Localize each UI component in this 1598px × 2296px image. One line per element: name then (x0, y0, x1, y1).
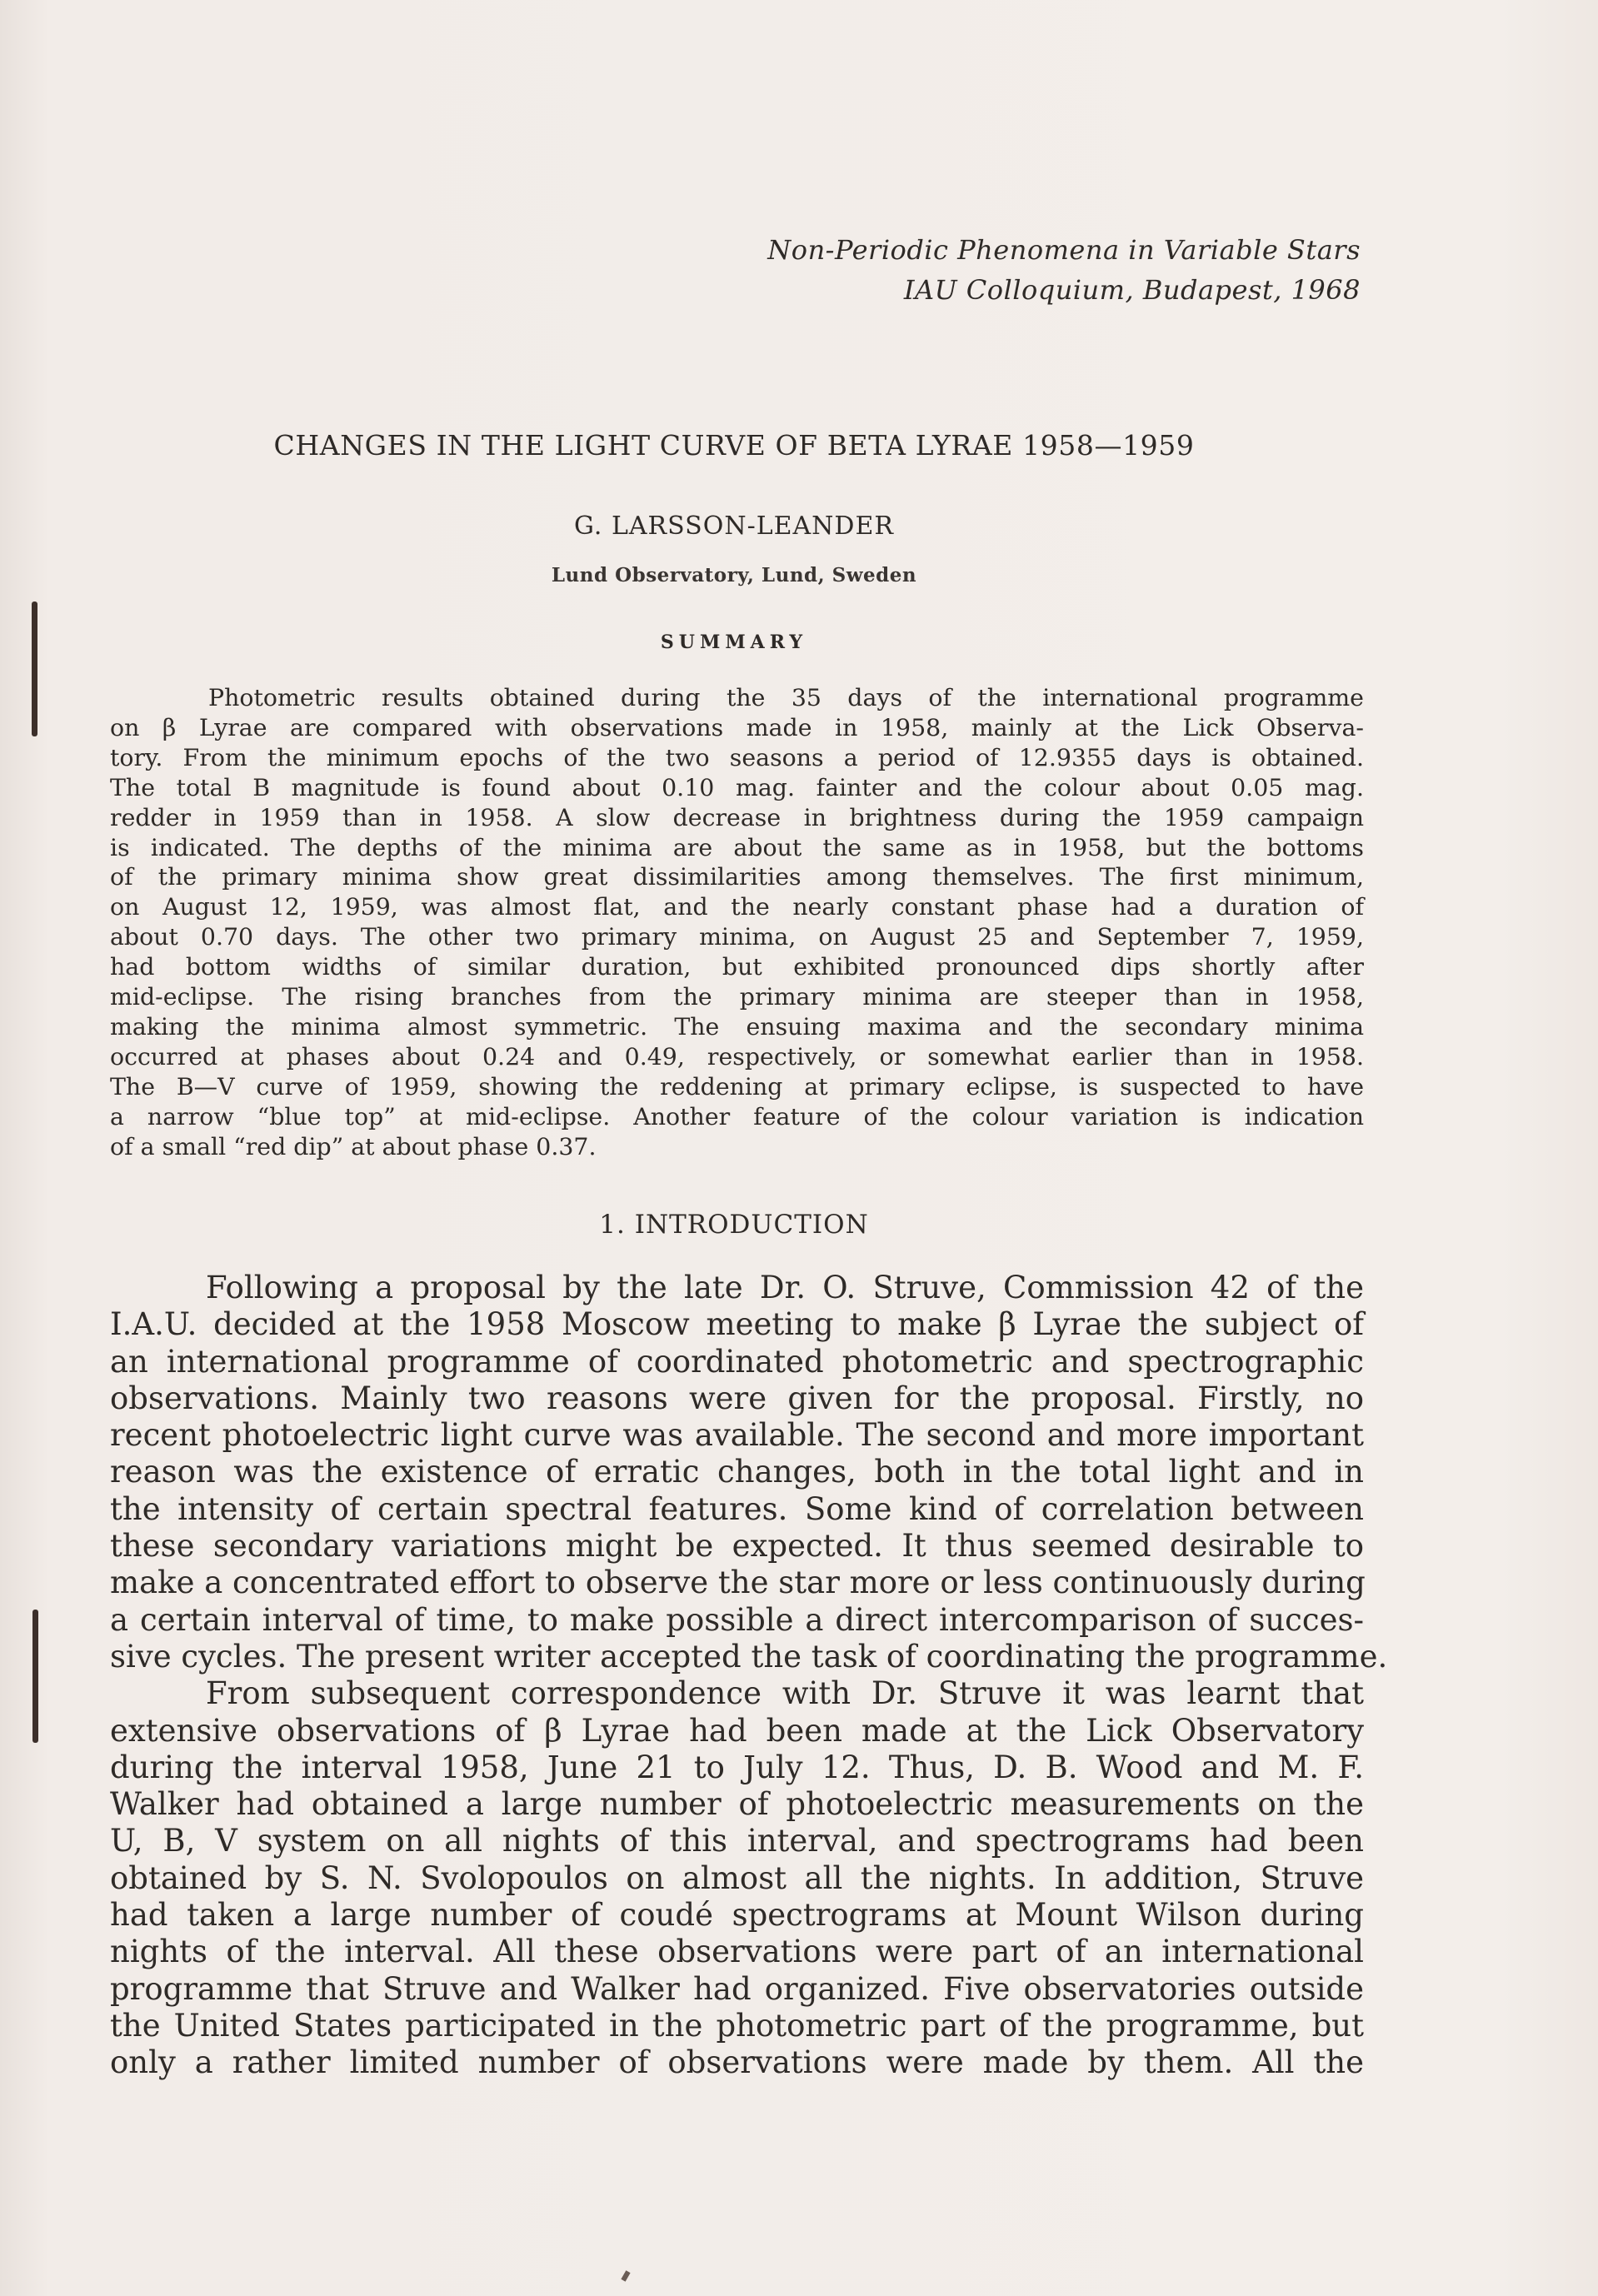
binding-staple-mark (32, 1610, 38, 1743)
summary-line: The B—V curve of 1959, showing the reddening at primary eclipse, is suspected to have (110, 1072, 1364, 1101)
summary-line: Photometric results obtained during the 35 days of the international programme (208, 684, 1364, 711)
author-affiliation: Lund Observatory, Lund, Sweden (551, 564, 917, 586)
summary-heading: SUMMARY (660, 631, 808, 653)
body-line: sive cycles. The present writer accepted the task of coordinating the programme. (110, 1638, 1388, 1675)
summary-line: tory. From the minimum epochs of the two seasons a period of 12.9355 days is obtained. (110, 743, 1364, 771)
body-line: U, B, V system on all nights of this interval, and spectrograms had been (110, 1823, 1364, 1859)
author-name: G. LARSSON-LEANDER (574, 512, 894, 541)
body-line: I.A.U. decided at the 1958 Moscow meeting to make β Lyrae the subject of (110, 1306, 1364, 1343)
summary-line: about 0.70 days. The other two primary minima, on August 25 and September 7, 1959, (110, 923, 1364, 951)
body-line: recent photoelectric light curve was available. The second and more important (110, 1417, 1364, 1454)
body-line: an international programme of coordinated photometric and spectrographic (110, 1343, 1364, 1380)
summary-paragraph (110, 683, 1364, 1162)
paper-title: CHANGES IN THE LIGHT CURVE OF BETA LYRAE 1958—1959 (273, 429, 1195, 462)
summary-line: making the minima almost symmetric. The ensuing maxima and the secondary minima (110, 1012, 1364, 1041)
body-line: make a concentrated effort to observe the star more or less continuously during (110, 1565, 1366, 1601)
summary-line: of a small “red dip” at about phase 0.37. (110, 1132, 597, 1160)
summary-line: on August 12, 1959, was almost flat, and the nearly constant phase had a duration of (110, 893, 1364, 921)
summary-line: of the primary minima show great dissimilarities among themselves. The first minimum, (110, 863, 1364, 891)
summary-line: The total B magnitude is found about 0.10 mag. fainter and the colour about 0.05 mag. (110, 773, 1364, 801)
body-line: nights of the interval. All these observations were part of an international (110, 1934, 1364, 1970)
body-line: programme that Struve and Walker had organized. Five observatories outside (110, 1970, 1364, 2007)
section-heading-introduction: 1. INTRODUCTION (599, 1210, 869, 1240)
body-line: the United States participated in the photometric part of the programme, but (110, 2007, 1364, 2044)
summary-line: a narrow “blue top” at mid-eclipse. Another feature of the colour variation is indication (110, 1102, 1364, 1131)
summary-line: on β Lyrae are compared with observations made in 1958, mainly at the Lick Observa- (110, 713, 1364, 741)
stray-mark (621, 2270, 630, 2281)
introduction-body (110, 1270, 1388, 2082)
body-line: reason was the existence of erratic changes, both in the total light and in (110, 1454, 1364, 1490)
summary-line: occurred at phases about 0.24 and 0.49, respectively, or somewhat earlier than in 1958. (110, 1042, 1364, 1071)
body-line: during the interval 1958, June 21 to July 12. Thus, D. B. Wood and M. F. (110, 1749, 1364, 1785)
summary-line: mid-eclipse. The rising branches from the primary minima are steeper than in 1958, (110, 983, 1364, 1011)
summary-line: is indicated. The depths of the minima are about the same as in 1958, but the bottoms (110, 833, 1364, 861)
body-line: had taken a large number of coudé spectrograms at Mount Wilson during (110, 1897, 1364, 1934)
body-line: these secondary variations might be expected. It thus seemed desirable to (110, 1528, 1364, 1565)
body-line: extensive observations of β Lyrae had been made at the Lick Observatory (110, 1712, 1364, 1749)
body-line: Walker had obtained a large number of photoelectric measurements on the (110, 1786, 1364, 1823)
summary-line: redder in 1959 than in 1958. A slow decrease in brightness during the 1959 campaign (110, 803, 1364, 831)
body-line: only a rather limited number of observations were made by them. All the (110, 2044, 1364, 2081)
running-header (767, 230, 1361, 310)
header-line-2: IAU Colloquium, Budapest, 1968 (903, 274, 1361, 306)
body-line: obtained by S. N. Svolopoulos on almost all the nights. In addition, Struve (110, 1859, 1364, 1896)
header-line-1: Non-Periodic Phenomena in Variable Stars (767, 234, 1361, 266)
binding-staple-mark (32, 601, 37, 736)
body-line: a certain interval of time, to make possible a direct intercomparison of succes- (110, 1601, 1364, 1638)
summary-line: had bottom widths of similar duration, but exhibited pronounced dips shortly after (110, 953, 1364, 981)
body-line: the intensity of certain spectral features. Some kind of correlation between (110, 1490, 1364, 1527)
body-line: From subsequent correspondence with Dr. Struve it was learnt that (206, 1675, 1364, 1712)
body-line: observations. Mainly two reasons were given for the proposal. Firstly, no (110, 1380, 1364, 1416)
body-line: Following a proposal by the late Dr. O. Struve, Commission 42 of the (206, 1270, 1364, 1305)
